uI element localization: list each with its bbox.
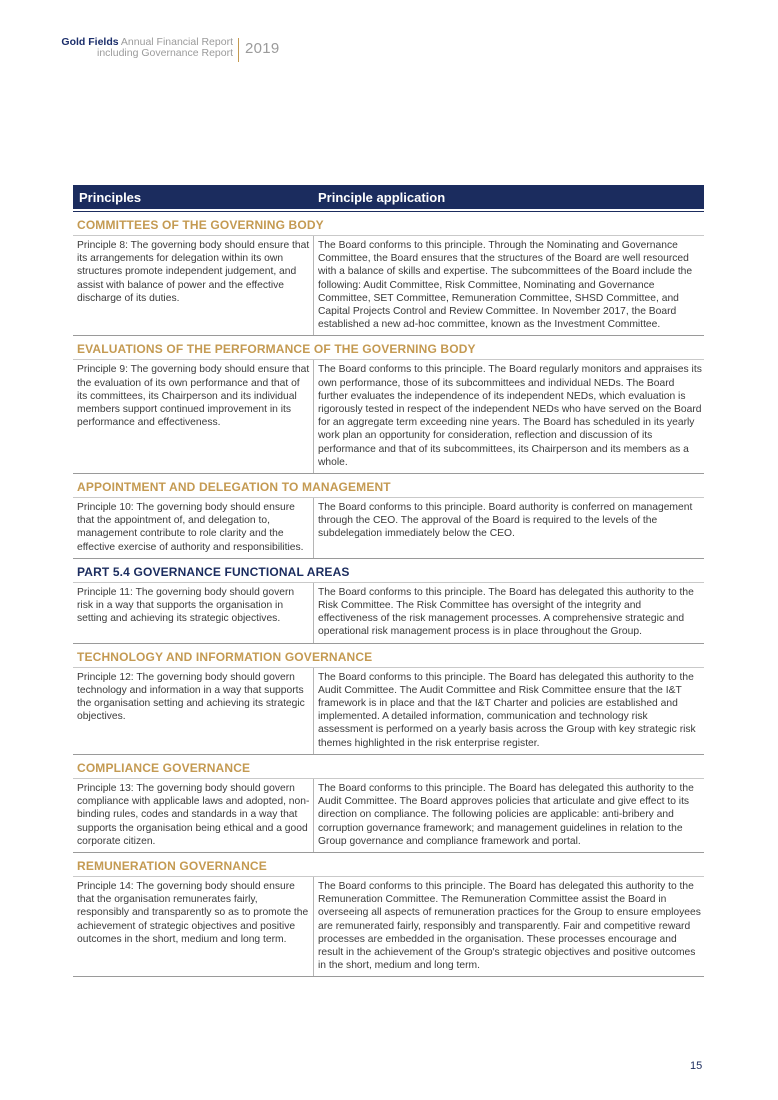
principle-text: Principle 12: The governing body should govern technology and information in a way that supports the organisation setting and achieving its strategic objectives. [73, 668, 314, 754]
application-text: The Board conforms to this principle. Board authority is conferred on management through the CEO. The approval of the Board is required to the levels of the subdelegation immediately below the CEO. [318, 502, 693, 540]
table-row [73, 498, 704, 559]
principle-text: Principle 8: The governing body should ensure that its arrangements for delegation within its own structures promote independent judgement, and assist with balance of power and the effective discharge of its duties. [73, 236, 314, 335]
table-header [73, 185, 704, 209]
section-title: COMMITTEES OF THE GOVERNING BODY [73, 212, 704, 236]
section-title: REMUNERATION GOVERNANCE [73, 853, 704, 877]
header-divider [238, 38, 239, 62]
table-row [73, 668, 704, 755]
section-title: COMPLIANCE GOVERNANCE [73, 755, 704, 779]
brand-name: Gold Fields [61, 36, 119, 48]
table-row [73, 779, 704, 853]
report-title-line2: including Governance Report [97, 47, 233, 59]
section-title: EVALUATIONS OF THE PERFORMANCE OF THE GOVERNING BODY [73, 336, 704, 360]
column-header-principles: Principles [79, 190, 142, 205]
principle-text: Principle 10: The governing body should ensure that the appointment of, and delegation to, management contribute to role clarity and the effective exercise of authority and responsibilities. [73, 498, 314, 558]
principle-text: Principle 14: The governing body should ensure that the organisation remunerates fairly, responsibly and transparently so as to promote the achievement of strategic objectives and positive outcomes in the short, medium and long term. [73, 877, 314, 976]
column-header-application: Principle application [318, 190, 446, 205]
section-title: APPOINTMENT AND DELEGATION TO MANAGEMENT [73, 474, 704, 498]
principle-text: Principle 11: The governing body should govern risk in a way that supports the organisation in setting and achieving its strategic objectives. [73, 583, 314, 643]
application-text: The Board conforms to this principle. The Board has delegated this authority to the Audit Committee. The Audit Committee and Risk Committee ensure that the I&T framework is in place and that the I&T Charter and policies are established and implemented. A detailed information, communication and technology risk assessment is performed on a yearly basis across the Group with key strategic risk themes highlighted in the risk enterprise register. [318, 671, 696, 749]
page-header [0, 37, 778, 67]
table-row [73, 583, 704, 644]
report-brand [61, 37, 233, 59]
application-text: The Board conforms to this principle. Through the Nominating and Governance Committee, the Board ensures that the structures of the Board are well resourced with a balance of skills and expertise. The subcommittees of the Board include the following: Audit Committee, Risk Committee, Nominating and Governance Committee, SET Committee, Remuneration Committee, SHSD Committee, and Capital Projects Control and Review Committee. In November 2017, the Board established a new ad-hoc committee, known as the Investment Committee. [318, 240, 693, 331]
application-text: The Board conforms to this principle. The Board regularly monitors and appraises its own performance, those of its subcommittees and individual NEDs. The Board further evaluates the independence of its independent NEDs, which evaluation is rigorously tested in respect of the independent NEDs who have served on the Board for an aggregate term exceeding nine years. The Board has scheduled in its yearly work plan an opportunity for consideration, reflection and discussion of its performance and that of its subcommittees, its Chairperson and its members as a whole. [318, 364, 702, 468]
application-text: The Board conforms to this principle. The Board has delegated this authority to the Audit Committee. The Board approves policies that articulate and give effect to its direction on compliance. The following policies are applicable: anti-bribery and corruption governance framework; and management guidelines in relation to the Group governance and compliance framework and portal. [318, 782, 694, 847]
table-row [73, 236, 704, 336]
section-title: TECHNOLOGY AND INFORMATION GOVERNANCE [73, 644, 704, 668]
report-year: 2019 [245, 40, 280, 57]
principle-text: Principle 9: The governing body should ensure that the evaluation of its own performance and that of its committees, its Chairperson and its individual members support continued improvement in its performance and effectiveness. [73, 360, 314, 473]
principles-table [73, 185, 704, 977]
application-text: The Board conforms to this principle. The Board has delegated this authority to the Remuneration Committee. The Remuneration Committee assist the Board in overseeing all aspects of remuneration practices for the Group to ensure employees are remunerated fairly, responsibly and transparently. Fair and competitive reward processes are embedded in the organisation. These processes encourage and result in the achievement of the Group's strategic objectives and positive outcomes in the short, medium and long term. [318, 880, 701, 972]
application-text: The Board conforms to this principle. The Board has delegated this authority to the Risk Committee. The Risk Committee has oversight of the integrity and effectiveness of the risk management processes. A comprehensive strategic and operational risk management process is in place throughout the Group. [318, 586, 694, 638]
report-title-line1: Annual Financial Report [120, 36, 233, 48]
page-number: 15 [690, 1060, 703, 1072]
principle-text: Principle 13: The governing body should govern compliance with applicable laws and adopted, non-binding rules, codes and standards in a way that supports the organisation being ethical and a good corporate citizen. [73, 779, 314, 852]
part-title: PART 5.4 GOVERNANCE FUNCTIONAL AREAS [73, 559, 704, 583]
table-row [73, 877, 704, 977]
table-row [73, 360, 704, 474]
